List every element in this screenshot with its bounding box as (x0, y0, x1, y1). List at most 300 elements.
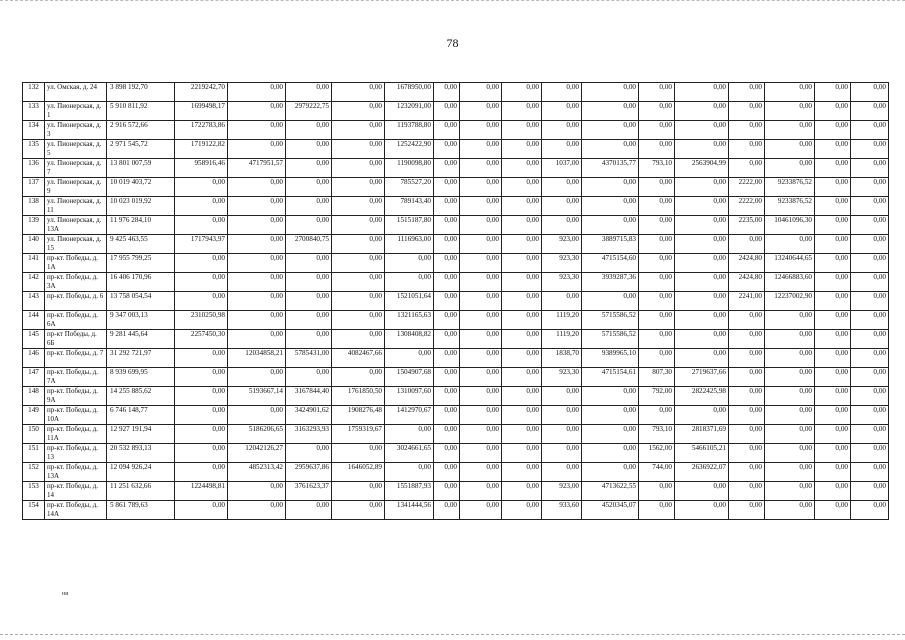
total-cost-cell: 17 955 799,25 (107, 254, 175, 273)
table-cell: 2424,80 (729, 273, 765, 292)
table-cell: 0,00 (460, 83, 502, 102)
table-cell: 0,00 (332, 501, 385, 520)
total-cost-cell: 2 971 545,72 (107, 140, 175, 159)
table-cell: 0,00 (851, 197, 889, 216)
table-cell: 785527,20 (385, 178, 434, 197)
table-cell: 0,00 (502, 273, 542, 292)
table-cell: 793,10 (639, 425, 675, 444)
row-number-cell: 148 (23, 387, 45, 406)
table-cell: 0,00 (228, 83, 286, 102)
address-cell: пр-кт. Победы, д. 7А (45, 368, 107, 387)
table-cell: 0,00 (434, 159, 460, 178)
table-cell: 2818371,69 (675, 425, 729, 444)
table-cell: 5785431,00 (286, 349, 332, 368)
table-cell: 0,00 (582, 463, 639, 482)
address-cell: ул. Пионерская, д. 11 (45, 197, 107, 216)
table-cell: 0,00 (502, 254, 542, 273)
address-cell: ул. Пионерская, д. 15 (45, 235, 107, 254)
table-cell: 1119,20 (542, 330, 582, 349)
table-cell: 0,00 (502, 216, 542, 235)
table-row (23, 235, 889, 254)
table-cell: 0,00 (729, 368, 765, 387)
table-cell: 0,00 (332, 102, 385, 121)
table-cell: 0,00 (815, 273, 851, 292)
table-cell: 744,00 (639, 463, 675, 482)
table-cell: 2700840,75 (286, 235, 332, 254)
table-cell: 0,00 (385, 463, 434, 482)
table-cell: 0,00 (460, 501, 502, 520)
table-cell: 0,00 (434, 311, 460, 330)
table-cell: 0,00 (502, 330, 542, 349)
table-cell: 0,00 (851, 463, 889, 482)
row-number-cell: 136 (23, 159, 45, 178)
table-cell: 0,00 (639, 102, 675, 121)
table-cell: 0,00 (332, 83, 385, 102)
table-cell: 0,00 (228, 121, 286, 140)
table-cell: 0,00 (332, 197, 385, 216)
address-cell: пр-кт. Победы, д. 11А (45, 425, 107, 444)
table-cell: 0,00 (502, 311, 542, 330)
table-cell: 2424,80 (729, 254, 765, 273)
footer-mark: ни (62, 591, 69, 597)
table-cell: 0,00 (228, 140, 286, 159)
table-cell: 0,00 (542, 83, 582, 102)
table-cell: 0,00 (434, 463, 460, 482)
table-cell: 0,00 (675, 235, 729, 254)
address-cell: пр-кт. Победы, д. 6А (45, 311, 107, 330)
table-cell: 0,00 (639, 482, 675, 501)
table-cell: 0,00 (502, 463, 542, 482)
table-cell: 923,00 (542, 235, 582, 254)
table-cell: 792,00 (639, 387, 675, 406)
table-cell: 0,00 (434, 387, 460, 406)
total-cost-cell: 11 251 632,66 (107, 482, 175, 501)
table-cell: 0,00 (639, 273, 675, 292)
address-cell: пр-кт. Победы, д. 14 (45, 482, 107, 501)
table-cell: 0,00 (765, 159, 815, 178)
total-cost-cell: 6 746 148,77 (107, 406, 175, 425)
row-number-cell: 140 (23, 235, 45, 254)
table-cell: 0,00 (460, 121, 502, 140)
table-cell: 0,00 (286, 197, 332, 216)
table-body (23, 83, 889, 520)
table-cell: 2241,00 (729, 292, 765, 311)
table-cell: 0,00 (542, 197, 582, 216)
table-cell: 12042126,27 (228, 444, 286, 463)
table-cell: 1699498,17 (175, 102, 228, 121)
table-cell: 2822425,98 (675, 387, 729, 406)
table-cell: 0,00 (332, 159, 385, 178)
table-cell: 0,00 (228, 311, 286, 330)
table-cell: 2222,00 (729, 197, 765, 216)
table-cell: 1193788,80 (385, 121, 434, 140)
table-cell: 0,00 (332, 178, 385, 197)
table-row (23, 425, 889, 444)
table-cell: 0,00 (286, 444, 332, 463)
table-cell: 0,00 (851, 349, 889, 368)
table-cell: 0,00 (542, 425, 582, 444)
table-cell: 0,00 (851, 140, 889, 159)
table-cell: 0,00 (765, 406, 815, 425)
table-cell: 0,00 (639, 330, 675, 349)
scan-top-edge (0, 0, 905, 3)
table-row (23, 387, 889, 406)
table-cell: 0,00 (175, 425, 228, 444)
table-cell: 2219242,70 (175, 83, 228, 102)
table-row (23, 444, 889, 463)
table-cell: 0,00 (639, 349, 675, 368)
table-cell: 0,00 (332, 273, 385, 292)
table-cell: 0,00 (502, 121, 542, 140)
table-cell: 2222,00 (729, 178, 765, 197)
address-cell: ул. Пионерская, д. 7 (45, 159, 107, 178)
table-cell: 3167844,40 (286, 387, 332, 406)
table-cell: 0,00 (675, 178, 729, 197)
table-cell: 0,00 (175, 197, 228, 216)
table-cell: 0,00 (434, 368, 460, 387)
total-cost-cell: 12 094 926,24 (107, 463, 175, 482)
table-cell: 1908276,48 (332, 406, 385, 425)
total-cost-cell: 11 976 284,10 (107, 216, 175, 235)
table-cell: 0,00 (502, 102, 542, 121)
table-cell: 0,00 (332, 311, 385, 330)
table-cell: 793,10 (639, 159, 675, 178)
table-cell: 0,00 (639, 178, 675, 197)
table-cell: 1224498,81 (175, 482, 228, 501)
table-cell: 1515187,80 (385, 216, 434, 235)
table-cell: 0,00 (542, 444, 582, 463)
total-cost-cell: 9 347 003,13 (107, 311, 175, 330)
table-cell: 0,00 (675, 482, 729, 501)
table-cell: 0,00 (460, 235, 502, 254)
table-cell: 0,00 (815, 197, 851, 216)
table-cell: 0,00 (582, 197, 639, 216)
table-cell: 0,00 (460, 292, 502, 311)
table-cell: 0,00 (815, 387, 851, 406)
table-cell: 1412970,67 (385, 406, 434, 425)
table-cell: 0,00 (815, 140, 851, 159)
table-cell: 0,00 (851, 330, 889, 349)
total-cost-cell: 9 281 445,64 (107, 330, 175, 349)
table-cell: 2979222,75 (286, 102, 332, 121)
table-cell: 1722783,86 (175, 121, 228, 140)
table-cell: 923,30 (542, 273, 582, 292)
table-cell: 0,00 (175, 273, 228, 292)
table-cell: 0,00 (175, 387, 228, 406)
table-cell: 0,00 (582, 444, 639, 463)
table-cell: 0,00 (175, 368, 228, 387)
table-cell: 1310097,60 (385, 387, 434, 406)
address-cell: ул. Пионерская, д. 1 (45, 102, 107, 121)
table-cell: 0,00 (675, 501, 729, 520)
table-cell: 9233876,52 (765, 178, 815, 197)
total-cost-cell: 10 023 019,92 (107, 197, 175, 216)
table-cell: 2257450,30 (175, 330, 228, 349)
table-cell: 1761850,50 (332, 387, 385, 406)
row-number-cell: 144 (23, 311, 45, 330)
table-cell: 0,00 (675, 140, 729, 159)
total-cost-cell: 20 532 893,13 (107, 444, 175, 463)
table-cell: 1321165,63 (385, 311, 434, 330)
table-cell: 0,00 (729, 330, 765, 349)
table-cell: 0,00 (639, 406, 675, 425)
table-cell: 0,00 (851, 444, 889, 463)
table-cell: 0,00 (228, 102, 286, 121)
address-cell: пр-кт. Победы, д. 6 (45, 292, 107, 311)
table-row (23, 83, 889, 102)
table-cell: 0,00 (286, 140, 332, 159)
table-cell: 0,00 (460, 273, 502, 292)
table-cell: 0,00 (729, 387, 765, 406)
table-cell: 0,00 (460, 349, 502, 368)
table-cell: 0,00 (851, 273, 889, 292)
table-cell: 0,00 (175, 349, 228, 368)
table-row (23, 368, 889, 387)
table-cell: 0,00 (851, 406, 889, 425)
address-cell: ул. Омская, д. 24 (45, 83, 107, 102)
table-cell: 0,00 (851, 121, 889, 140)
table-cell: 0,00 (228, 235, 286, 254)
table-cell: 0,00 (332, 292, 385, 311)
table-cell: 0,00 (502, 292, 542, 311)
table-cell: 0,00 (542, 121, 582, 140)
table-cell: 1838,70 (542, 349, 582, 368)
table-cell: 0,00 (851, 83, 889, 102)
table-cell: 0,00 (815, 444, 851, 463)
table-cell: 0,00 (851, 159, 889, 178)
table-cell: 0,00 (851, 425, 889, 444)
table-cell: 0,00 (286, 159, 332, 178)
table-cell: 0,00 (434, 140, 460, 159)
row-number-cell: 133 (23, 102, 45, 121)
table-cell: 0,00 (765, 311, 815, 330)
table-cell: 0,00 (434, 83, 460, 102)
table-cell: 0,00 (434, 254, 460, 273)
row-number-cell: 134 (23, 121, 45, 140)
table-cell: 0,00 (332, 254, 385, 273)
row-number-cell: 147 (23, 368, 45, 387)
table-cell: 0,00 (729, 349, 765, 368)
table-cell: 0,00 (851, 292, 889, 311)
table-cell: 4852313,42 (228, 463, 286, 482)
table-row (23, 121, 889, 140)
table-cell: 0,00 (434, 330, 460, 349)
table-cell: 0,00 (502, 349, 542, 368)
address-cell: пр-кт Победы, д. 6Б (45, 330, 107, 349)
table-cell: 0,00 (729, 121, 765, 140)
table-row (23, 102, 889, 121)
address-cell: ул. Пионерская, д. 5 (45, 140, 107, 159)
table-cell: 0,00 (639, 501, 675, 520)
table-cell: 0,00 (460, 254, 502, 273)
table-cell: 2719637,66 (675, 368, 729, 387)
table-cell: 0,00 (460, 159, 502, 178)
table-cell: 0,00 (175, 216, 228, 235)
address-cell: пр-кт. Победы, д. 7 (45, 349, 107, 368)
table-cell: 0,00 (502, 444, 542, 463)
table-cell: 0,00 (815, 330, 851, 349)
table-cell: 0,00 (385, 425, 434, 444)
table-cell: 0,00 (434, 444, 460, 463)
table-cell: 1521051,64 (385, 292, 434, 311)
table-cell: 0,00 (434, 121, 460, 140)
table-cell: 0,00 (765, 425, 815, 444)
table-cell: 0,00 (582, 292, 639, 311)
total-cost-cell: 13 758 054,54 (107, 292, 175, 311)
table-cell: 0,00 (582, 102, 639, 121)
table-cell: 0,00 (765, 444, 815, 463)
table-cell: 0,00 (765, 463, 815, 482)
table-cell: 0,00 (286, 273, 332, 292)
table-cell: 4715154,60 (582, 254, 639, 273)
table-cell: 0,00 (639, 121, 675, 140)
table-cell: 0,00 (815, 349, 851, 368)
table-cell: 0,00 (675, 216, 729, 235)
table-cell: 0,00 (675, 102, 729, 121)
address-cell: ул. Пионерская, д. 13А (45, 216, 107, 235)
table-row (23, 292, 889, 311)
table-cell: 0,00 (729, 463, 765, 482)
table-cell: 0,00 (542, 463, 582, 482)
row-number-cell: 154 (23, 501, 45, 520)
total-cost-cell: 31 292 721,97 (107, 349, 175, 368)
table-cell: 0,00 (286, 368, 332, 387)
total-cost-cell: 5 861 789,63 (107, 501, 175, 520)
row-number-cell: 139 (23, 216, 45, 235)
table-cell: 0,00 (729, 311, 765, 330)
table-cell: 0,00 (286, 311, 332, 330)
table-cell: 0,00 (639, 292, 675, 311)
table-cell: 0,00 (851, 501, 889, 520)
row-number-cell: 145 (23, 330, 45, 349)
row-number-cell: 146 (23, 349, 45, 368)
table-row (23, 463, 889, 482)
table-cell: 0,00 (815, 159, 851, 178)
table-cell: 0,00 (542, 292, 582, 311)
table-cell: 0,00 (434, 235, 460, 254)
table-cell: 0,00 (815, 406, 851, 425)
table-cell: 923,00 (542, 482, 582, 501)
table-cell: 0,00 (460, 444, 502, 463)
table-cell: 0,00 (729, 83, 765, 102)
total-cost-cell: 8 939 699,95 (107, 368, 175, 387)
address-cell: ул. Пионерская, д. 9 (45, 178, 107, 197)
table-cell: 0,00 (815, 482, 851, 501)
table-cell: 0,00 (815, 235, 851, 254)
table-cell: 0,00 (675, 197, 729, 216)
table-cell: 0,00 (542, 140, 582, 159)
table-cell: 0,00 (815, 463, 851, 482)
table-cell: 0,00 (434, 197, 460, 216)
table-cell: 1504907,68 (385, 368, 434, 387)
table-cell: 0,00 (675, 406, 729, 425)
address-cell: пр-кт. Победы, д. 14А (45, 501, 107, 520)
total-cost-cell: 3 898 192,70 (107, 83, 175, 102)
table-cell: 0,00 (460, 387, 502, 406)
table-cell: 0,00 (851, 102, 889, 121)
table-cell: 923,30 (542, 254, 582, 273)
row-number-cell: 150 (23, 425, 45, 444)
table-cell: 0,00 (502, 83, 542, 102)
table-cell: 0,00 (286, 501, 332, 520)
table-cell: 0,00 (228, 273, 286, 292)
table-cell: 0,00 (460, 368, 502, 387)
table-cell: 0,00 (286, 121, 332, 140)
table-cell: 0,00 (851, 178, 889, 197)
table-cell: 0,00 (639, 83, 675, 102)
table-cell: 0,00 (815, 311, 851, 330)
table-cell: 0,00 (434, 102, 460, 121)
table-cell: 0,00 (332, 216, 385, 235)
table-cell: 2563904,99 (675, 159, 729, 178)
table-cell: 4715154,61 (582, 368, 639, 387)
total-cost-cell: 5 910 811,92 (107, 102, 175, 121)
table-cell: 13240644,65 (765, 254, 815, 273)
table-cell: 933,60 (542, 501, 582, 520)
table-cell: 0,00 (434, 178, 460, 197)
address-cell: пр-кт. Победы, д. 3А (45, 273, 107, 292)
table-cell: 0,00 (175, 406, 228, 425)
table-cell: 0,00 (582, 406, 639, 425)
table-cell: 0,00 (332, 235, 385, 254)
table-cell: 0,00 (729, 140, 765, 159)
table-cell: 0,00 (385, 254, 434, 273)
table-cell: 5715586,52 (582, 311, 639, 330)
table-cell: 0,00 (851, 368, 889, 387)
table-cell: 0,00 (815, 368, 851, 387)
table-cell: 12466883,60 (765, 273, 815, 292)
table-cell: 0,00 (815, 102, 851, 121)
table-cell: 0,00 (765, 102, 815, 121)
table-cell: 3939287,36 (582, 273, 639, 292)
total-cost-cell: 16 406 170,96 (107, 273, 175, 292)
table-cell: 5466105,21 (675, 444, 729, 463)
table-cell: 1562,00 (639, 444, 675, 463)
total-cost-cell: 9 425 463,55 (107, 235, 175, 254)
row-number-cell: 132 (23, 83, 45, 102)
table-cell: 0,00 (286, 254, 332, 273)
table-cell: 1551887,93 (385, 482, 434, 501)
table-cell: 0,00 (675, 292, 729, 311)
table-cell: 0,00 (332, 140, 385, 159)
table-cell: 0,00 (675, 311, 729, 330)
table-cell: 0,00 (460, 216, 502, 235)
table-cell: 2636922,07 (675, 463, 729, 482)
table-cell: 0,00 (434, 349, 460, 368)
table-cell: 0,00 (460, 425, 502, 444)
table-cell: 0,00 (765, 349, 815, 368)
address-cell: пр-кт. Победы, д. 13 (45, 444, 107, 463)
table-row (23, 482, 889, 501)
address-cell: пр-кт. Победы, д. 9А (45, 387, 107, 406)
table-cell: 0,00 (460, 311, 502, 330)
table-cell: 0,00 (729, 444, 765, 463)
page-number: 78 (446, 36, 459, 50)
table-cell: 4520345,07 (582, 501, 639, 520)
row-number-cell: 135 (23, 140, 45, 159)
table-row (23, 140, 889, 159)
table-cell: 1341444,56 (385, 501, 434, 520)
table-row (23, 349, 889, 368)
table-cell: 0,00 (502, 178, 542, 197)
table-cell: 3761623,37 (286, 482, 332, 501)
table-cell: 923,30 (542, 368, 582, 387)
table-row (23, 501, 889, 520)
table-cell: 0,00 (851, 235, 889, 254)
table-cell: 0,00 (502, 235, 542, 254)
table-cell: 0,00 (502, 368, 542, 387)
data-table (22, 82, 889, 520)
